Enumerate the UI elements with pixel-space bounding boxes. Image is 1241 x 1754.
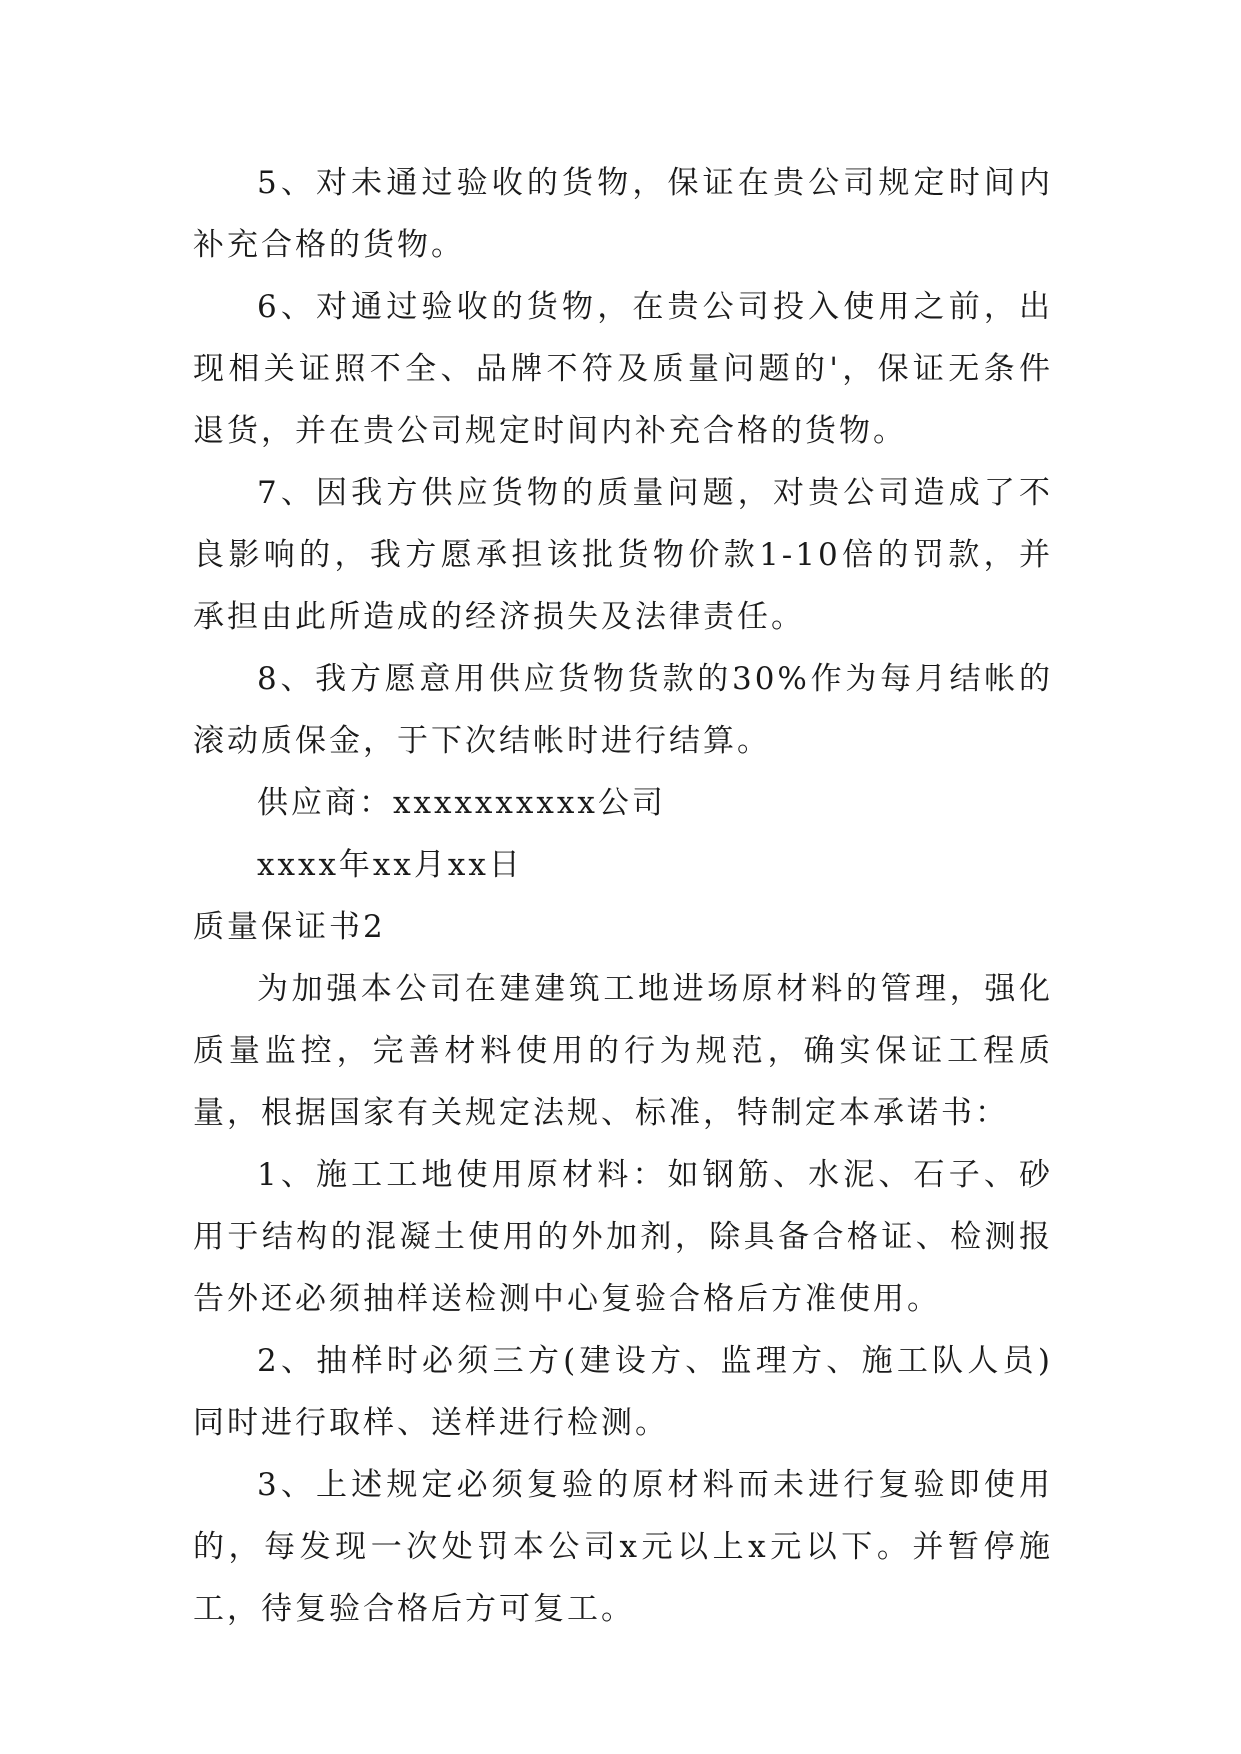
- section-title: 质量保证书2: [193, 909, 386, 945]
- clause-5: 5、对未通过验收的货物，保证在贵公司规定时间内补充合格的货物。: [193, 165, 1053, 263]
- supplier-line: 供应商：xxxxxxxxxx公司: [257, 785, 666, 821]
- rule-1: 1、施工工地使用原材料：如钢筋、水泥、石子、砂用于结构的混凝土使用的外加剂，除具备合格证、检测报告外还必须抽样送检测中心复验合格后方准使用。: [193, 1157, 1053, 1317]
- clause-8: 8、我方愿意用供应货物货款的30%作为每月结帐的滚动质保金，于下次结帐时进行结算。: [193, 661, 1053, 759]
- intro-paragraph: 为加强本公司在建建筑工地进场原材料的管理，强化质量监控，完善材料使用的行为规范，确实保证工程质量，根据国家有关规定法规、标准，特制定本承诺书：: [193, 971, 1053, 1131]
- document-body: [193, 152, 1053, 1640]
- rule-2: 2、抽样时必须三方(建设方、监理方、施工队人员)同时进行取样、送样进行检测。: [193, 1343, 1053, 1441]
- clause-7: 7、因我方供应货物的质量问题，对贵公司造成了不良影响的，我方愿承担该批货物价款1-10倍的罚款，并承担由此所造成的经济损失及法律责任。: [193, 475, 1053, 635]
- clause-6: 6、对通过验收的货物，在贵公司投入使用之前，出现相关证照不全、品牌不符及质量问题的'，保证无条件退货，并在贵公司规定时间内补充合格的货物。: [193, 289, 1053, 449]
- rule-3: 3、上述规定必须复验的原材料而未进行复验即使用的，每发现一次处罚本公司x元以上x元以下。并暂停施工，待复验合格后方可复工。: [193, 1467, 1053, 1627]
- date-line: xxxx年xx月xx日: [257, 847, 523, 883]
